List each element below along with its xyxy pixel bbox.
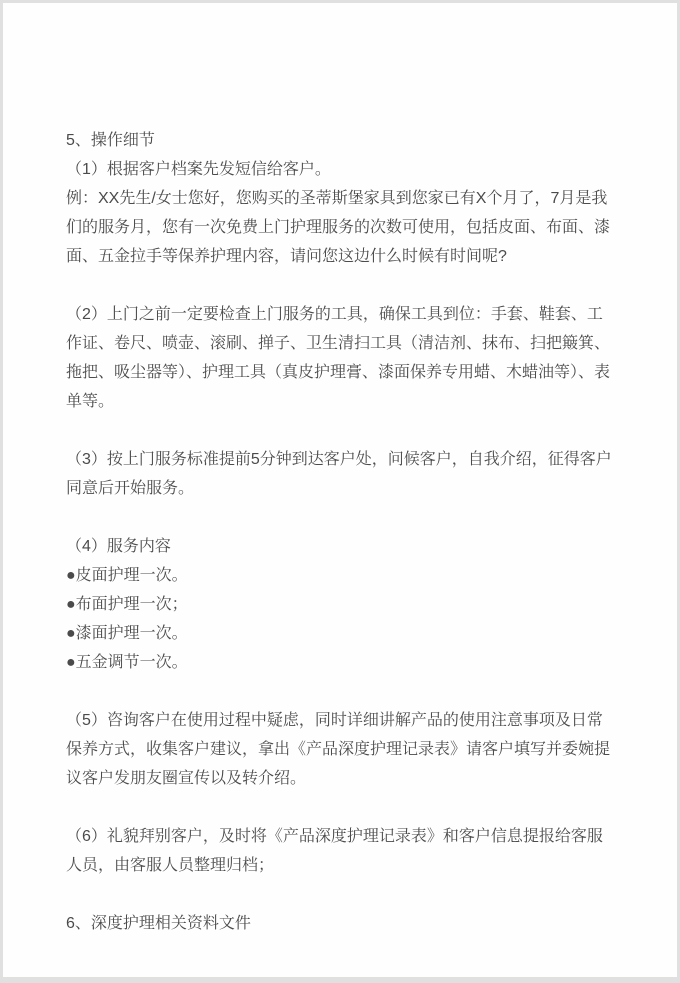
step-2: （2）上门之前一定要检查上门服务的工具，确保工具到位：手套、鞋套、工作证、卷尺、喷壶、滚刷、掸子、卫生清扫工具（清洁剂、抹布、扫把簸箕、拖把、吸尘器等）、护理工具（真皮护理膏、漆面保养专用蜡、木蜡油等）、表单等。: [66, 306, 611, 410]
step-3-block: [66, 445, 617, 503]
step-4-block: [66, 532, 617, 677]
step-1-example: 例：XX先生/女士您好，您购买的圣蒂斯堡家具到您家已有X个月了，7月是我们的服务月，您有一次免费上门护理服务的次数可使用，包括皮面、布面、漆面、五金拉手等保养护理内容，请问您这边什么时候有时间呢?: [66, 190, 611, 265]
section-6: [66, 909, 617, 938]
step-1: （1）根据客户档案先发短信给客户。: [66, 161, 331, 178]
step-5-block: [66, 706, 617, 793]
section-6-heading: 6、深度护理相关资料文件: [66, 915, 251, 932]
step-3: （3）按上门服务标准提前5分钟到达客户处，问候客户，自我介绍，征得客户同意后开始服务。: [66, 451, 612, 497]
service-item-paint: ●漆面护理一次。: [66, 625, 188, 642]
step-5: （5）咨询客户在使用过程中疑虑，同时详细讲解产品的使用注意事项及日常保养方式，收集客户建议，拿出《产品深度护理记录表》请客户填写并委婉提议客户发朋友圈宣传以及转介绍。: [66, 712, 611, 787]
section-5-heading: 5、操作细节: [66, 132, 155, 149]
document-content: [3, 3, 677, 938]
step-6-block: [66, 822, 617, 880]
step-6: （6）礼貌拜别客户，及时将《产品深度护理记录表》和客户信息提报给客服人员，由客服人员整理归档；: [66, 828, 603, 874]
service-item-hardware: ●五金调节一次。: [66, 654, 188, 671]
document-page: [3, 3, 677, 977]
step-2-block: [66, 300, 617, 416]
service-item-fabric: ●布面护理一次；: [66, 596, 188, 613]
service-item-leather: ●皮面护理一次。: [66, 567, 188, 584]
section-5: [66, 126, 617, 271]
step-4-heading: （4）服务内容: [66, 538, 171, 555]
